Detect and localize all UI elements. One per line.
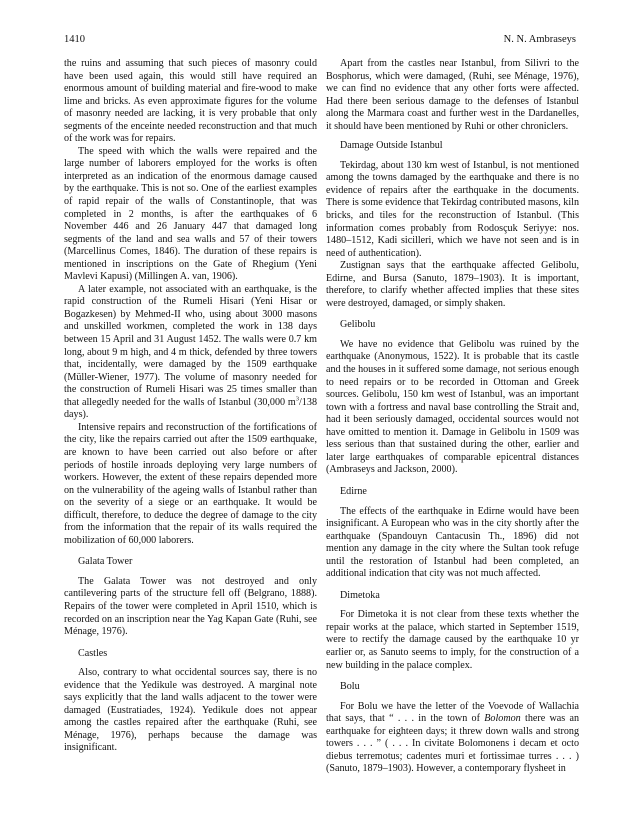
section-heading-bolu: Bolu (340, 681, 360, 693)
paragraph: Zustignan says that the earthquake affected Gelibolu, Edirne, and Bursa (Sanuto, 1879–1903). It is important, therefore, to clarify whether affected implies that these sites were destroyed, damaged, or simply shaken. (326, 260, 579, 309)
paragraph: Also, contrary to what occidental sources say, there is no evidence that the Yedikule was destroyed. A marginal note says explicitly that the land walls adjacent to the tower were damaged (Eustratiades, 1924). Yedikule does not appear among the castles repaired after the earthquake (Ruhi, see Ménage, 1976), perhaps because the damage was insignificant. (64, 667, 317, 754)
running-author: N. N. Ambraseys (503, 34, 576, 45)
paragraph: The speed with which the walls were repaired and the large number of laborers employed for the works is often interpreted as an indication of the enormous damage caused by the earthquake. This is not so. One of the earliest examples of rapid repair of the walls of Constantinople, that was completed in 2 months, is after the earthquakes of 6 November 446 and 26 January 447 that damaged long segments of the land and sea walls and 57 of their towers (Marcellinus Comes, 1846). The duration of these repairs is mentioned in inscriptions on the Gate of Rhegium (Yeni Mavlevi Kapusi) (Millingen A. van, 1906). (64, 145, 317, 283)
right-column (326, 58, 579, 776)
section-heading-gelibolu: Gelibolu (340, 319, 376, 331)
section-heading-dimetoka: Dimetoka (340, 589, 380, 601)
paragraph: The Galata Tower was not destroyed and only cantilevering parts of the structure fell off (Belgrano, 1888). Repairs of the tower were completed in April 1510, which is recorded on an inscription near the Yag Kapan Gate (Ruhi, see Ménage, 1976). (64, 575, 317, 638)
paragraph: Apart from the castles near Istanbul, from Silivri to the Bosphorus, which were damaged, (Ruhi, see Ménage, 1976), we can find no evidence that any other forts were affected. Had there been serious damage to the defenses of Istanbul along the Marmara coast and further west in the Dardanelles, it should have been mentioned by Ruhi or other chroniclers. (326, 58, 579, 132)
superscript: 3 (295, 395, 300, 403)
paragraph-text: A later example, not associated with an earthquake, is the rapid construction of the Rumeli Hisari (Yeni Hisar or Bogazkesen) by Mehmed-II who, using about 3000 masons and unskilled workmen, completed the work in 138 days between 15 April and 31 August 1452. The walls were 0.7 km long, about 9 m high, and 4 m thick, defended by three towers that, incidentally, were damaged by the 1509 earthquake (Müller-Wiener, 1977). The volume of masonry needed for the construction of Rumeli Hisari was 25 times smaller than that allegedly needed for the walls of Istanbul (30,000 m (64, 283, 317, 408)
section-heading-castles: Castles (78, 647, 108, 659)
paragraph: We have no evidence that Gelibolu was ruined by the earthquake (Anonymous, 1522). It is probable that its castle and the houses in it suffered some damage, not serious enough to need repairs or to be recorded in Ottoman and Greek sources. Gelibolu, 150 km west of Istanbul, was an important town with a fortress and naval base controlling the Strait and, had it been seriously damaged, occidental sources would not have omitted to mention it. Damage in Gelibolu in 1509 was less serious than that sustained during the other, earlier and later large earthquakes of comparable epicentral distances (Ambraseys and Jackson, 2000). (326, 338, 579, 476)
paragraph: Intensive repairs and reconstruction of the fortifications of the city, like the repairs carried out after the 1509 earthquake, are known to have been carried out also before or after periods of hostile inroads deploying very large numbers of workers. However, the extent of these repairs depended more on the vulnerability of the ageing walls of Istanbul rather than on the severity of a siege or an earthquake. It would be difficult, therefore, to deduce the degree of damage to the city from the information that the repair of its walls required the mobilization of 60,000 laborers. (64, 421, 317, 546)
paragraph (64, 284, 317, 422)
paragraph (326, 701, 579, 776)
paragraph: the ruins and assuming that such pieces of masonry could have been used again, this would still have required an enormous amount of building material and fire-wood to make lime and bricks. As even approximate figures for the volume of masonry needed are lacking, it is very probable that only segments of the enceinte needed reconstruction and that much of the work was for repairs. (64, 58, 317, 145)
section-heading-galata-tower: Galata Tower (78, 556, 133, 568)
page-number: 1410 (64, 34, 85, 45)
emphasis-bolomon: Bolomon (484, 713, 521, 725)
section-heading-edirne: Edirne (340, 485, 367, 497)
paragraph: For Dimetoka it is not clear from these texts whether the repair works at the palace, which started in September 1519, were to rectify the damage caused by the earthquake 10 yr earlier or, as Sanuto seems to imply, for the construction of a new building in the palace complex. (326, 609, 579, 671)
paragraph-text: /138 days). (64, 396, 317, 421)
paragraph: Tekirdag, about 130 km west of Istanbul, is not mentioned among the towns damaged by the earthquake and there is no evidence of repairs after the earthquake in the documents. There is some evidence that Tekirdag contributed masons, kiln bricks, and tiles for the reconstruction of Istanbul. (This information comes probably from Rodosçuk Seriyye: nos. 1480–1512, Kadi sicilleri, which we have not seen and is in need of authentication). (326, 159, 579, 259)
paragraph: The effects of the earthquake in Edirne would have been insignificant. A European who was in the city shortly after the earthquake (Spandouyn Cantacusin Th., 1896) did not mention any damage in the city where the Sultan took refuge until the restoration of Istanbul had been completed, an additional indication that city was not much affected. (326, 505, 579, 580)
paragraph-text: there was an earthquake for eighteen days; it threw down walls and strong towers . . . ” ( . . . In civitate Bolomonens i decam et octo diebus terremotus; cadentes muri et fortissimae turres . . . ) (Sanuto, 1879–1903). However, a contemporary flysheet in (326, 713, 580, 775)
left-column (64, 58, 317, 755)
page-header (64, 34, 576, 48)
section-heading-damage-outside-istanbul: Damage Outside Istanbul (340, 140, 443, 152)
paragraph-text: For Bolu we have the letter of the Voevode of Wallachia that says, that “ . . . in the town of (326, 700, 579, 725)
